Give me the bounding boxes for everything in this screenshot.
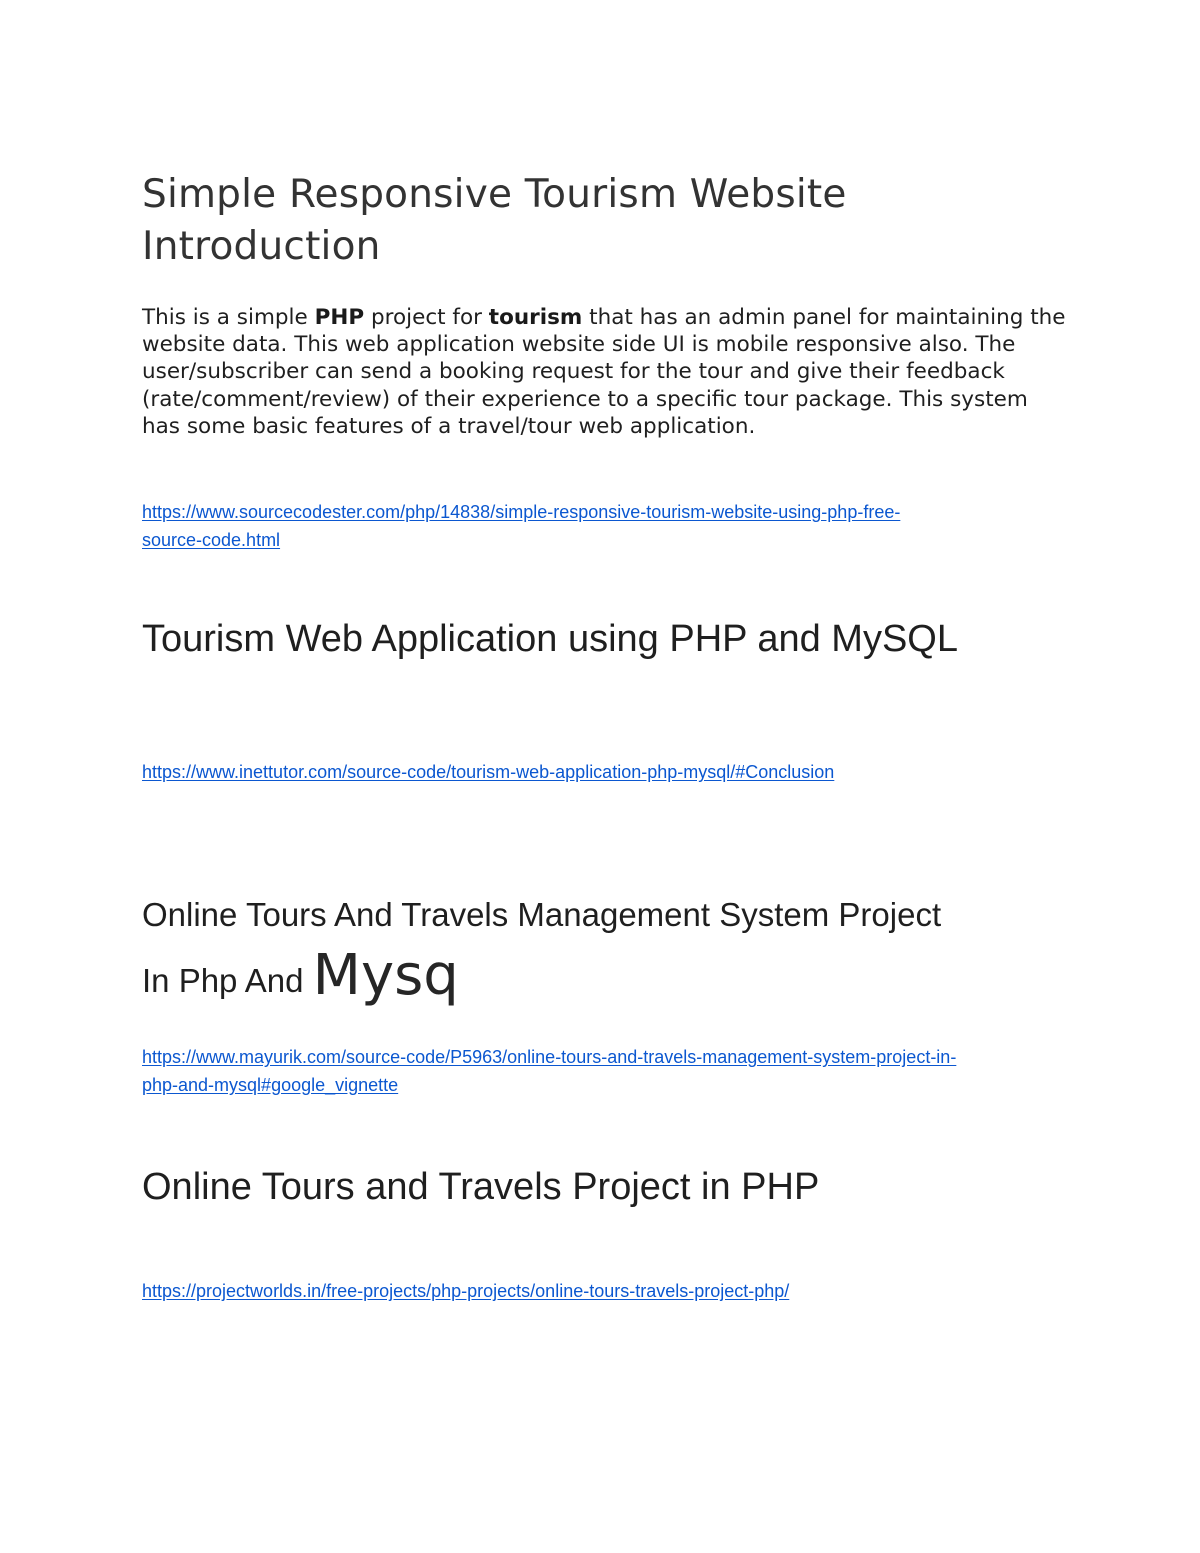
intro-bold-tourism: tourism <box>488 305 583 330</box>
intro-text-2: project for <box>364 305 489 330</box>
intro-text-3: that has an admin panel for maintaining the website data. This web application website side UI is mobile responsive also. The user/subscriber can send a booking request for the tour and give their feedback (rate/comment/review) of their experience to a specific tour package. This system has some basic features of a travel/tour web application. <box>142 305 1066 439</box>
section3-title-line2-part1: In Php And <box>142 962 313 999</box>
section4-title: Online Tours and Travels Project in PHP <box>142 1166 820 1208</box>
section2-title: Tourism Web Application using PHP and MySQL <box>142 618 958 660</box>
projectworlds-link[interactable]: https://projectworlds.in/free-projects/php-projects/online-tours-travels-project-php/ <box>142 1281 790 1301</box>
inettutor-link[interactable]: https://www.inettutor.com/source-code/tourism-web-application-php-mysql/#Conclusion <box>142 762 835 782</box>
mayurik-link-line2[interactable]: php-and-mysql#google_vignette <box>142 1075 399 1095</box>
section1-title-line1: Simple Responsive Tourism Website <box>142 172 847 217</box>
section3-title-line2 <box>142 945 459 1012</box>
section1-title-line2: Introduction <box>142 224 381 269</box>
intro-bold-php: PHP <box>314 305 365 330</box>
section3-title-line2-part2: Mysq <box>312 943 459 1008</box>
sourcecodester-link-line1[interactable]: https://www.sourcecodester.com/php/14838/simple-responsive-tourism-website-using-php-free- <box>142 502 901 522</box>
sourcecodester-link-line2[interactable]: source-code.html <box>142 530 281 550</box>
intro-text-1: This is a simple <box>142 305 315 330</box>
section1-intro-paragraph <box>142 304 1072 440</box>
mayurik-link-line1[interactable]: https://www.mayurik.com/source-code/P5963/online-tours-and-travels-management-system-project-in- <box>142 1047 957 1067</box>
section3-title-line1: Online Tours And Travels Management System Project <box>142 896 942 933</box>
